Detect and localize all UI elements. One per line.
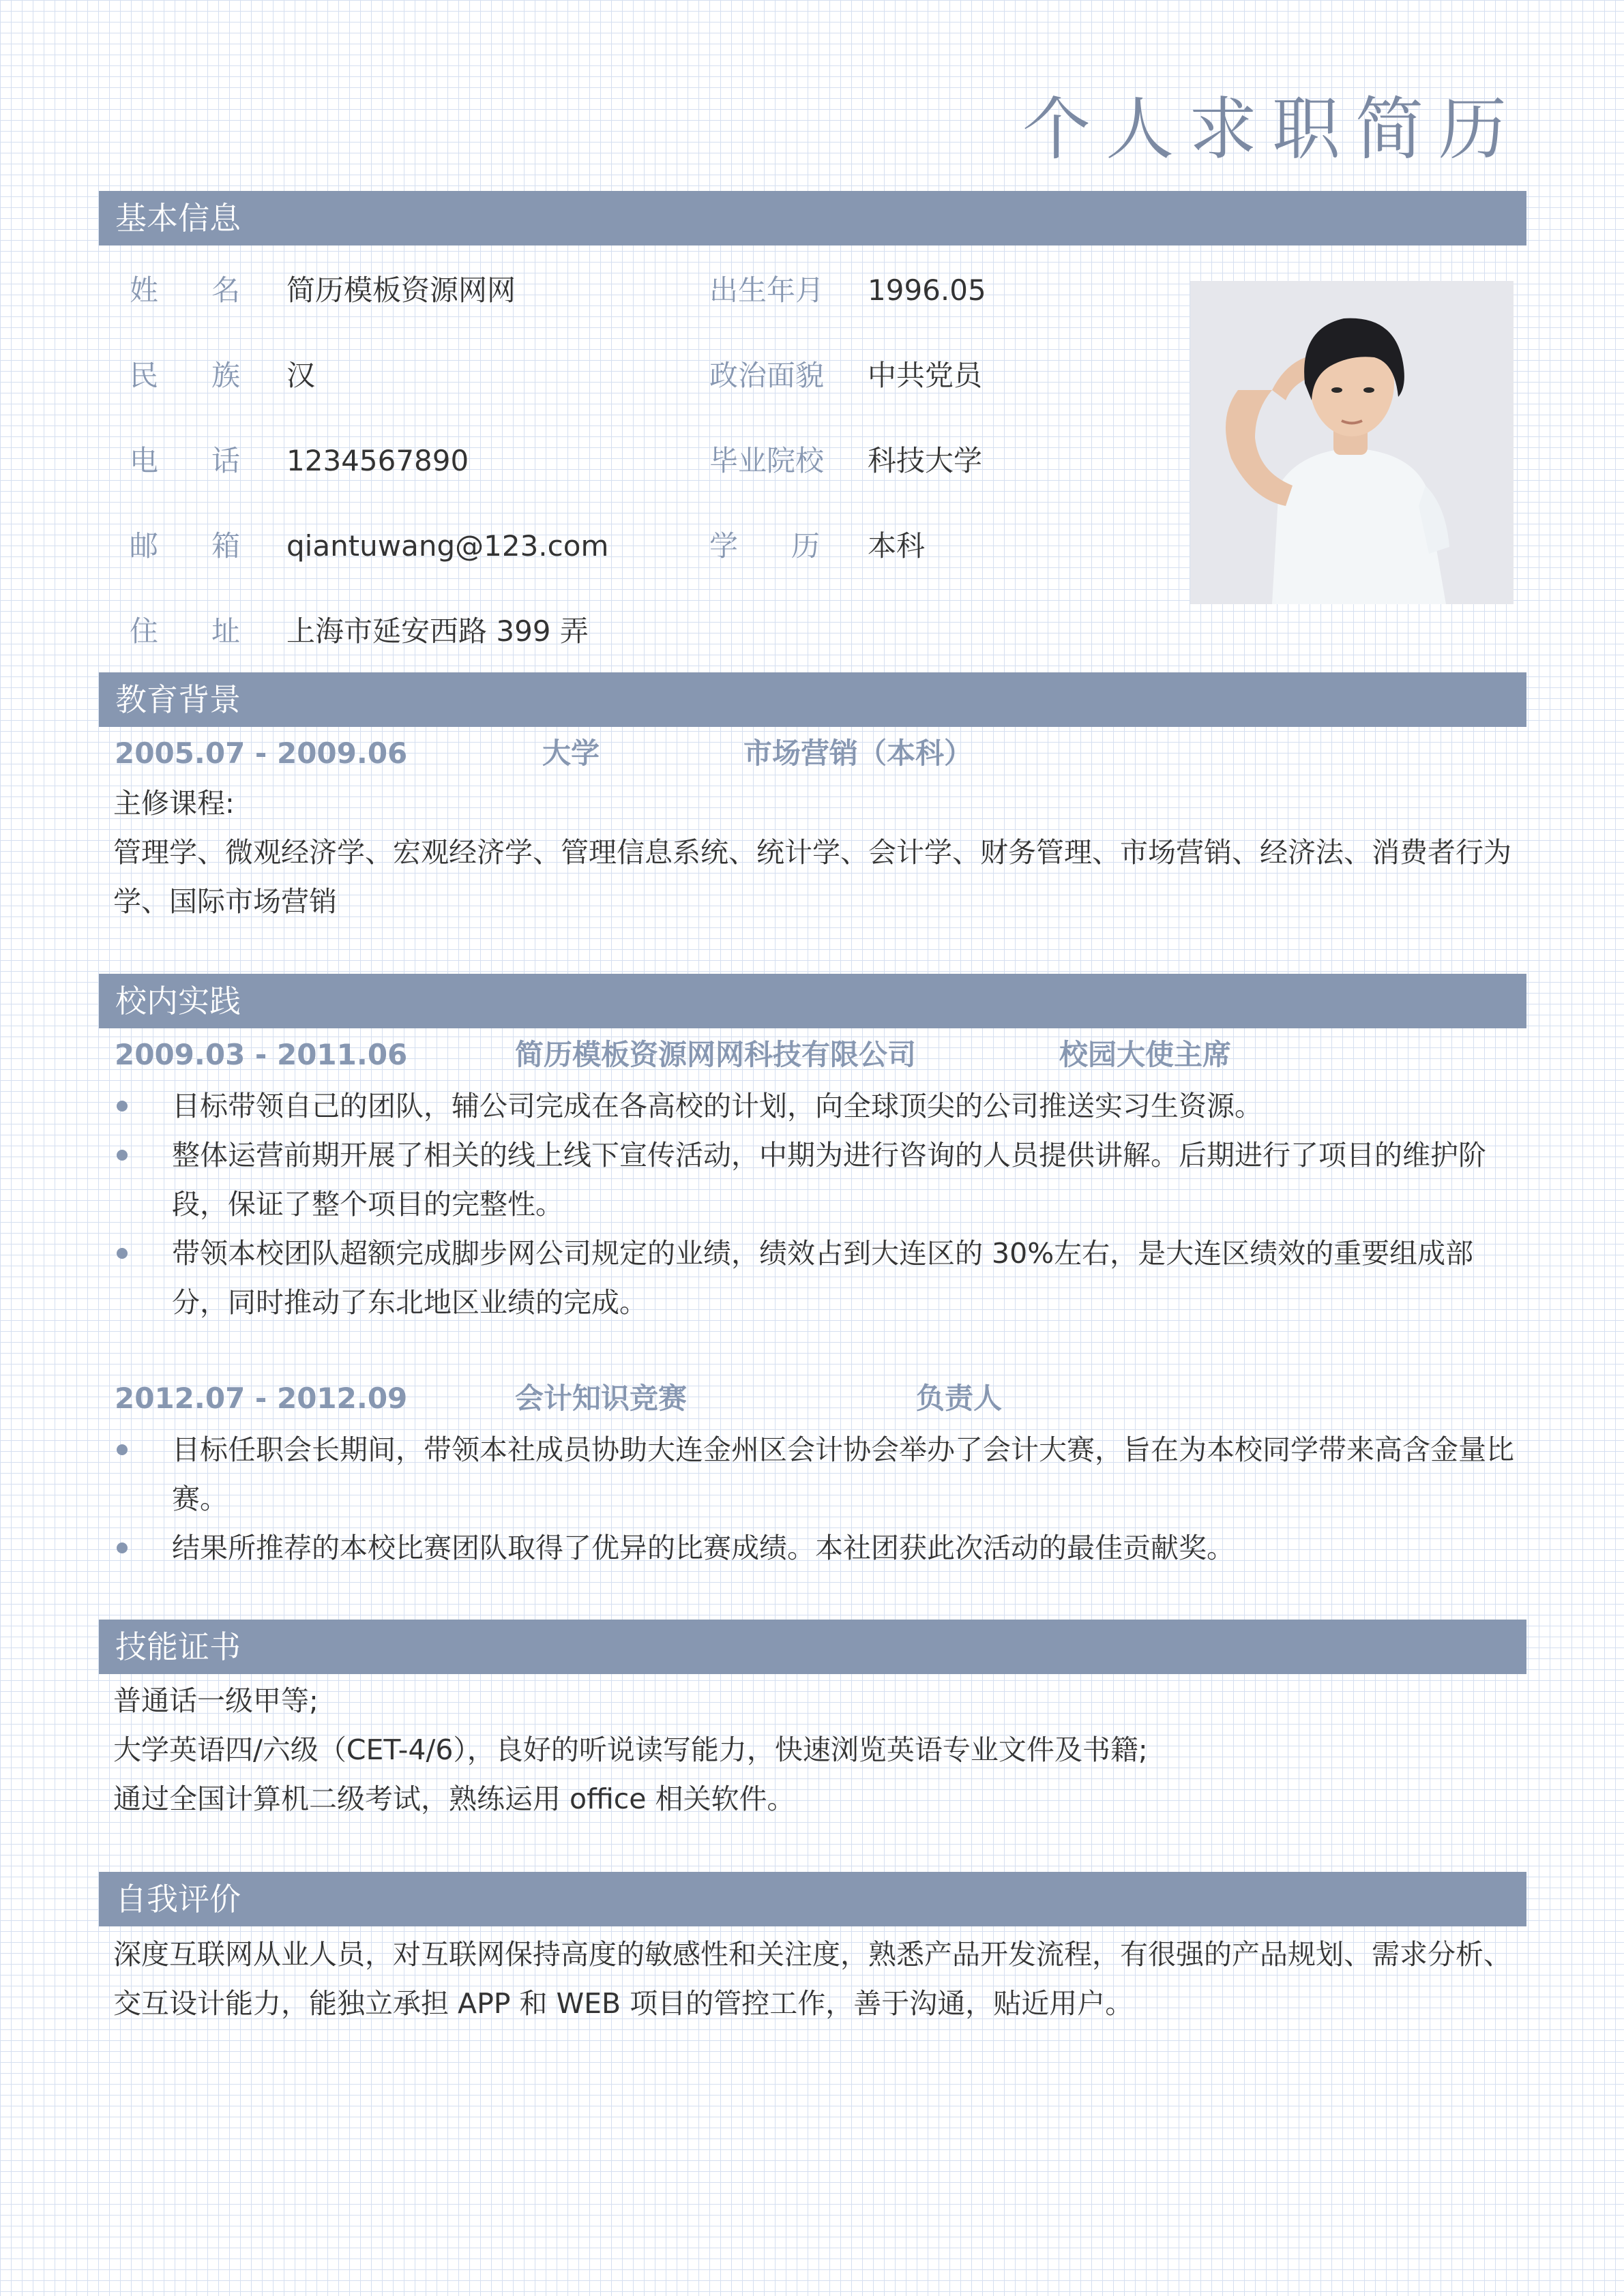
self-evaluation-text: 深度互联网从业人员，对互联网保持高度的敏感性和关注度，熟悉产品开发流程，有很强的产品规划、需求分析、交互设计能力，能独立承担 APP 和 WEB 项目的管控工作，善于沟通，贴近用户。 — [113, 1938, 1511, 2020]
portrait-photo — [1190, 281, 1514, 604]
politics-label: 政治面貌 — [709, 359, 825, 392]
bullet-icon — [117, 1444, 128, 1455]
ethnicity-value: 汉 — [286, 359, 316, 392]
birth-label: 出生年月 — [709, 273, 825, 307]
section-title: 技能证书 — [115, 1628, 241, 1665]
section-header-campus — [99, 974, 1526, 1028]
list-item: 结果所推荐的本校比赛团队取得了优异的比赛成绩。本社团获此次活动的最佳贡献奖。 — [113, 1523, 1515, 1572]
section-title: 教育背景 — [115, 681, 241, 718]
campus-role: 校园大使主席 — [1059, 1038, 1232, 1071]
phone-value: 1234567890 — [286, 444, 469, 477]
courses-label: 主修课程: — [113, 787, 235, 820]
education-major: 市场营销（本科） — [743, 736, 973, 770]
degree-label: 学历 — [709, 529, 874, 563]
person-icon — [1190, 281, 1514, 604]
list-item: 目标任职会长期间，带领本社成员协助大连金州区会计协会举办了会计大赛，旨在为本校同学带来高含金量比赛。 — [113, 1425, 1515, 1523]
list-item: 整体运营前期开展了相关的线上线下宣传活动，中期为进行咨询的人员提供讲解。后期进行了项目的维护阶段，保证了整个项目的完整性。 — [113, 1131, 1515, 1229]
name-value: 简历模板资源网网 — [286, 273, 516, 307]
resume-title: 个人求职简历 — [1022, 89, 1522, 169]
section-header-education — [99, 672, 1526, 727]
name-label: 姓名 — [130, 273, 294, 307]
campus-role: 负责人 — [916, 1382, 1003, 1415]
list-item: 目标带领自己的团队，辅公司完成在各高校的计划，向全球顶尖的公司推送实习生资源。 — [113, 1082, 1515, 1131]
politics-value: 中共党员 — [868, 359, 983, 392]
campus-org: 会计知识竞赛 — [515, 1382, 688, 1415]
school-value: 科技大学 — [868, 444, 983, 477]
degree-value: 本科 — [868, 529, 926, 563]
education-school: 大学 — [542, 736, 600, 770]
ethnicity-label: 民族 — [130, 359, 294, 392]
campus-bullet-list — [113, 1425, 1515, 1572]
section-header-basic-info — [99, 191, 1526, 245]
campus-period: 2009.03 - 2011.06 — [115, 1038, 408, 1071]
campus-org: 简历模板资源网网科技有限公司 — [515, 1038, 917, 1071]
section-title: 基本信息 — [115, 200, 241, 237]
skill-item: 通过全国计算机二级考试，熟练运用 office 相关软件。 — [113, 1783, 795, 1815]
bullet-icon — [117, 1150, 128, 1161]
email-label: 邮箱 — [130, 529, 294, 563]
birth-value: 1996.05 — [868, 273, 986, 307]
address-label: 住址 — [130, 614, 294, 648]
campus-bullet-list — [113, 1082, 1515, 1327]
bullet-icon — [117, 1101, 128, 1112]
section-header-self-evaluation — [99, 1872, 1526, 1926]
campus-period: 2012.07 - 2012.09 — [115, 1382, 408, 1415]
section-title: 自我评价 — [115, 1881, 241, 1918]
email-value: qiantuwang@123.com — [286, 529, 609, 563]
phone-label: 电话 — [130, 444, 294, 477]
bullet-icon — [117, 1542, 128, 1553]
education-period: 2005.07 - 2009.06 — [115, 736, 408, 770]
courses-list: 管理学、微观经济学、宏观经济学、管理信息系统、统计学、会计学、财务管理、市场营销、经济法、消费者行为学、国际市场营销 — [113, 836, 1511, 918]
list-item: 带领本校团队超额完成脚步网公司规定的业绩，绩效占到大连区的 30%左右，是大连区绩效的重要组成部分，同时推动了东北地区业绩的完成。 — [113, 1229, 1515, 1327]
school-label: 毕业院校 — [709, 444, 825, 477]
address-value: 上海市延安西路 399 弄 — [286, 614, 589, 648]
skill-item: 大学英语四/六级（CET-4/6），良好的听说读写能力，快速浏览英语专业文件及书籍; — [113, 1733, 1148, 1766]
section-title: 校内实践 — [115, 983, 241, 1019]
section-header-skills — [99, 1620, 1526, 1674]
bullet-icon — [117, 1248, 128, 1259]
skill-item: 普通话一级甲等; — [113, 1684, 319, 1717]
